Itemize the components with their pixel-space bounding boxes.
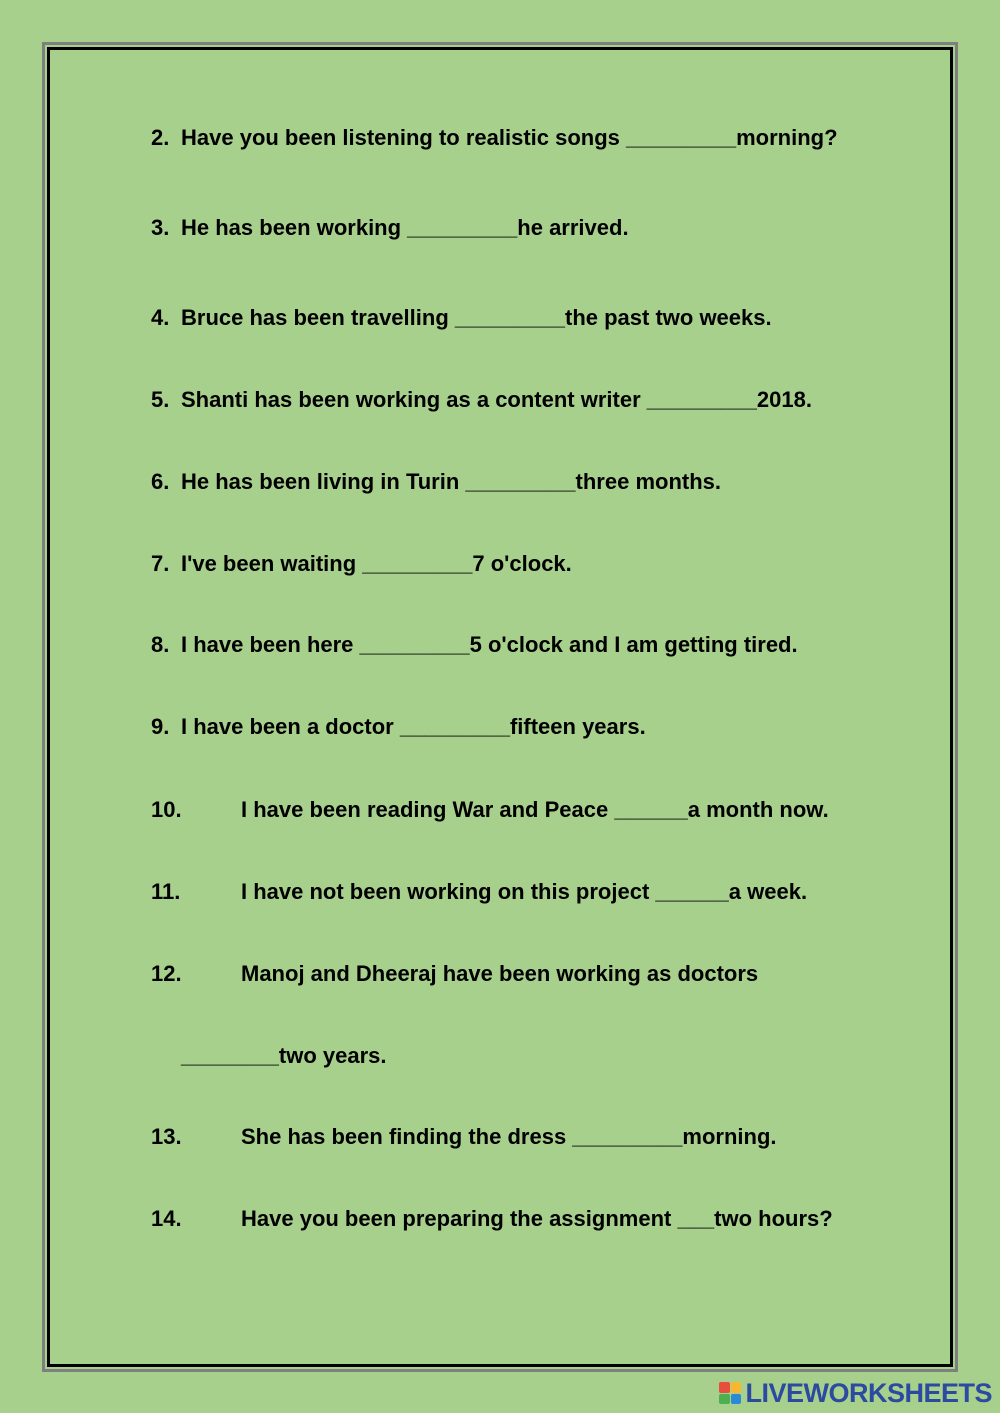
question-number: 5. (151, 387, 170, 412)
question-number: 8. (151, 632, 170, 657)
question-5 (151, 386, 812, 414)
worksheet-inner-border (47, 47, 953, 1367)
question-text: He has been living in Turin _________three months. (181, 469, 721, 494)
question-text: Bruce has been travelling _________the past two weeks. (181, 305, 772, 330)
question-number: 3. (151, 215, 170, 240)
question-number: 2. (151, 125, 170, 150)
question-text: I've been waiting _________7 o'clock. (181, 551, 572, 576)
logo-square-green (719, 1394, 730, 1405)
question-text: Have you been preparing the assignment ___two hours? (241, 1206, 833, 1231)
question-12 (151, 960, 758, 988)
question-text: He has been working _________he arrived. (181, 215, 629, 240)
question-2 (151, 124, 838, 152)
question-7 (151, 550, 572, 578)
question-text: She has been finding the dress _________morning. (241, 1124, 777, 1149)
question-13 (151, 1123, 777, 1151)
liveworksheets-logo-icon (719, 1382, 741, 1404)
question-number: 13. (151, 1124, 182, 1149)
question-number: 10. (151, 797, 182, 822)
question-number: 7. (151, 551, 170, 576)
question-number: 14. (151, 1206, 182, 1231)
logo-square-red (719, 1382, 730, 1393)
question-4 (151, 304, 772, 332)
question-number: 9. (151, 714, 170, 739)
logo-square-blue (731, 1394, 742, 1405)
question-8 (151, 631, 798, 659)
question-text: I have been reading War and Peace ______a month now. (241, 797, 829, 822)
question-number: 12. (151, 961, 182, 986)
question-text: Shanti has been working as a content writer _________2018. (181, 387, 812, 412)
question-number: 11. (151, 879, 181, 904)
question-10 (151, 796, 829, 824)
question-12-continuation: ________two years. (181, 1043, 387, 1068)
question-text: I have been here _________5 o'clock and I am getting tired. (181, 632, 798, 657)
question-text: Manoj and Dheeraj have been working as doctors (241, 961, 759, 986)
liveworksheets-brand[interactable] (719, 1379, 992, 1407)
question-number: 6. (151, 469, 170, 494)
question-3 (151, 214, 629, 242)
question-number: 4. (151, 305, 170, 330)
question-11 (151, 878, 807, 906)
question-14 (151, 1205, 833, 1233)
brand-name: LIVEWORKSHEETS (745, 1378, 992, 1408)
question-text: I have not been working on this project ______a week. (241, 879, 808, 904)
question-9 (151, 713, 646, 741)
question-text: Have you been listening to realistic songs _________morning? (181, 125, 838, 150)
question-6 (151, 468, 721, 496)
logo-square-yellow (731, 1382, 742, 1393)
question-text: I have been a doctor _________fifteen years. (181, 714, 646, 739)
